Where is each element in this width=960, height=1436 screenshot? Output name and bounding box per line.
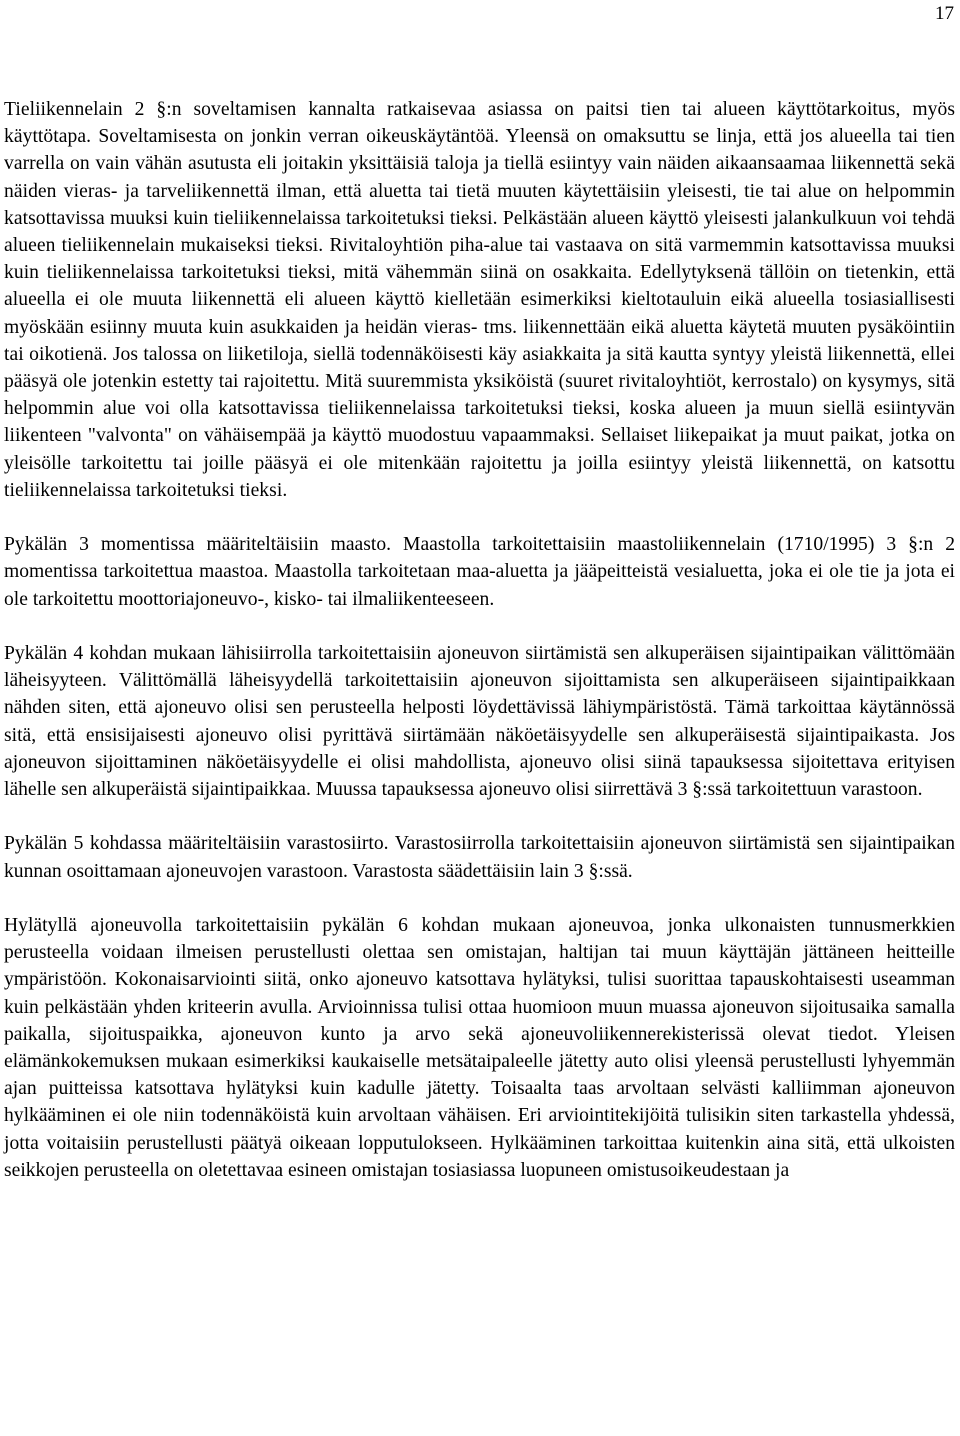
paragraph-abandoned-vehicle: Hylätyllä ajoneuvolla tarkoitettaisiin pykälän 6 kohdan mukaan ajoneuvoa, jonka ulkonaisten tunnusmerkkien perusteella voidaan ilmeisen perustellusti olettaa sen omistajan, haltijan tai muun käyttäjän jättäneen heitteille ympäristöön. Kokonaisarviointi siitä, onko ajoneuvo katsottava hylätyksi, tulisi suorittaa tapauskohtaisesti useamman kuin pelkästään yhden kriteerin avulla. Arvioinnissa tulisi ottaa huomioon muun muassa ajoneuvon sijoitusaika samalla paikalla, sijoituspaikka, ajoneuvon kunto ja arvo sekä ajoneuvoliikennerekisterissä olevat tiedot. Yleisen elämänkokemuksen mukaan esimerkiksi kaukaiselle metsätaipaleelle jätetty auto olisi yleensä perustellusti lyhyemmän ajan puitteissa katsottava hylätyksi kuin kadulle jätetty. Toisaalta taas arvoltaan selvästi kalliimman ajoneuvon hylkääminen ei ole niin todennäköistä kuin arvoltaan vähäisen. Eri arviointitekijöitä tulisikin siten tarkastella yhdessä, jotta voitaisiin perustellusti päätyä oikeaan lopputulokseen. Hylkääminen tarkoittaa kuitenkin aina sitä, että ulkoisten seikkojen perusteella on oletettavaa esineen omistajan tosiasiassa luopuneen omistusoikeudestaan ja (4, 915, 955, 1181)
paragraph-road-definition: Tieliikennelain 2 §:n soveltamisen kannalta ratkaisevaa asiassa on paitsi tien tai alueen käyttötarkoitus, myös käyttötapa. Soveltamisesta on jonkin verran oikeuskäytäntöä. Yleensä on omaksuttu se linja, että jos alueella tai tien varrella on vain vähän asutusta eli joitakin yksittäisiä taloja ja tiellä esiintyy vain näiden aikaansaamaa liikennettä sekä näiden vieras- ja tarveliikennettä ilman, että aluetta tai tietä muuten käytettäisiin yleisesti, tie tai alue on helpommin katsottavissa muuksi kuin tieliikennelaissa tarkoitetuksi tieksi. Pelkästään alueen käyttö yleisesti jalankulkuun voi tehdä alueen tieliikennelain mukaiseksi tieksi. Rivitaloyhtiön piha-alue tai vastaava on sitä varmemmin katsottavissa muuksi kuin tieliikennelaissa tarkoitetuksi tieksi, mitä vähemmän siinä on osakkaita. Edellytyksenä tällöin on tietenkin, että alueella ei ole muuta liikennettä eli alueen käyttö kielletään esimerkiksi kieltotauluin eikä alueella tosiasiallisesti myöskään esiinny muuta kuin asukkaiden ja heidän vieras- tms. liikennettään eikä aluetta käytetä muuten pysäköintiin tai oikotienä. Jos talossa on liiketiloja, siellä todennäköisesti käy asiakkaita ja sitä kautta syntyy yleistä liikennettä, ellei pääsyä ole jotenkin estetty tai rajoitettu. Mitä suuremmista yksiköistä (suuret rivitaloyhtiöt, kerrostalo) on kysymys, sitä helpommin alue voi olla katsottavissa tieliikennelaissa tarkoitetuksi tieksi, koska alueen ja muun siellä esiintyvän liikenteen "valvonta" on vähäisempää ja käyttö muodostuu vapaammaksi. Sellaiset liikepaikat ja muut paikat, jotka on yleisölle tarkoitettu tai joille pääsyä ei ole mitenkään rajoitettu ja joilla esiintyy yleistä liikennettä, on katsottu tieliikennelaissa tarkoitetuksi tieksi. (4, 99, 955, 501)
paragraph-nearby-transfer: Pykälän 4 kohdan mukaan lähisiirrolla tarkoitettaisiin ajoneuvon siirtämistä sen alkuperäisen sijaintipaikan välittömään läheisyyteen. Välittömällä läheisyydellä tarkoitettaisiin ajoneuvon sijoittamista sen alkuperäiseen sijaintipaikkaan nähden siten, että ajoneuvo olisi sen perusteella helposti löydettävissä lähiympäristöstä. Tämä tarkoittaa käytännössä sitä, että ensisijaisesti ajoneuvo olisi pyrittävä siirtämään näköetäisyydelle sen alkuperäisestä sijaintipaikasta. Jos ajoneuvon sijoittaminen näköetäisyydelle ei olisi mahdollista, ajoneuvo olisi siinä tapauksessa sijoitettava erityisen lähelle sen alkuperäistä sijaintipaikkaa. Muussa tapauksessa ajoneuvo olisi siirrettävä 3 §:ssä tarkoitettuun varastoon. (4, 643, 955, 801)
paragraph-storage-transfer: Pykälän 5 kohdassa määriteltäisiin varastosiirto. Varastosiirrolla tarkoitettaisiin ajoneuvon siirtämistä sen sijaintipaikan kunnan osoittamaan ajoneuvojen varastoon. Varastosta säädettäisiin lain 3 §:ssä. (4, 833, 955, 882)
page-number: 17 (935, 3, 954, 24)
paragraph-terrain: Pykälän 3 momentissa määriteltäisiin maasto. Maastolla tarkoitettaisiin maastoliikennelain (1710/1995) 3 §:n 2 momentissa tarkoitettua maastoa. Maastolla tarkoitetaan maa-aluetta ja jääpeitteistä vesialuetta, joka ei ole tie ja jota ei ole tarkoitettu moottoriajoneuvo-, kisko- tai ilmaliikenteeseen. (4, 534, 955, 610)
document-body (4, 96, 955, 1184)
